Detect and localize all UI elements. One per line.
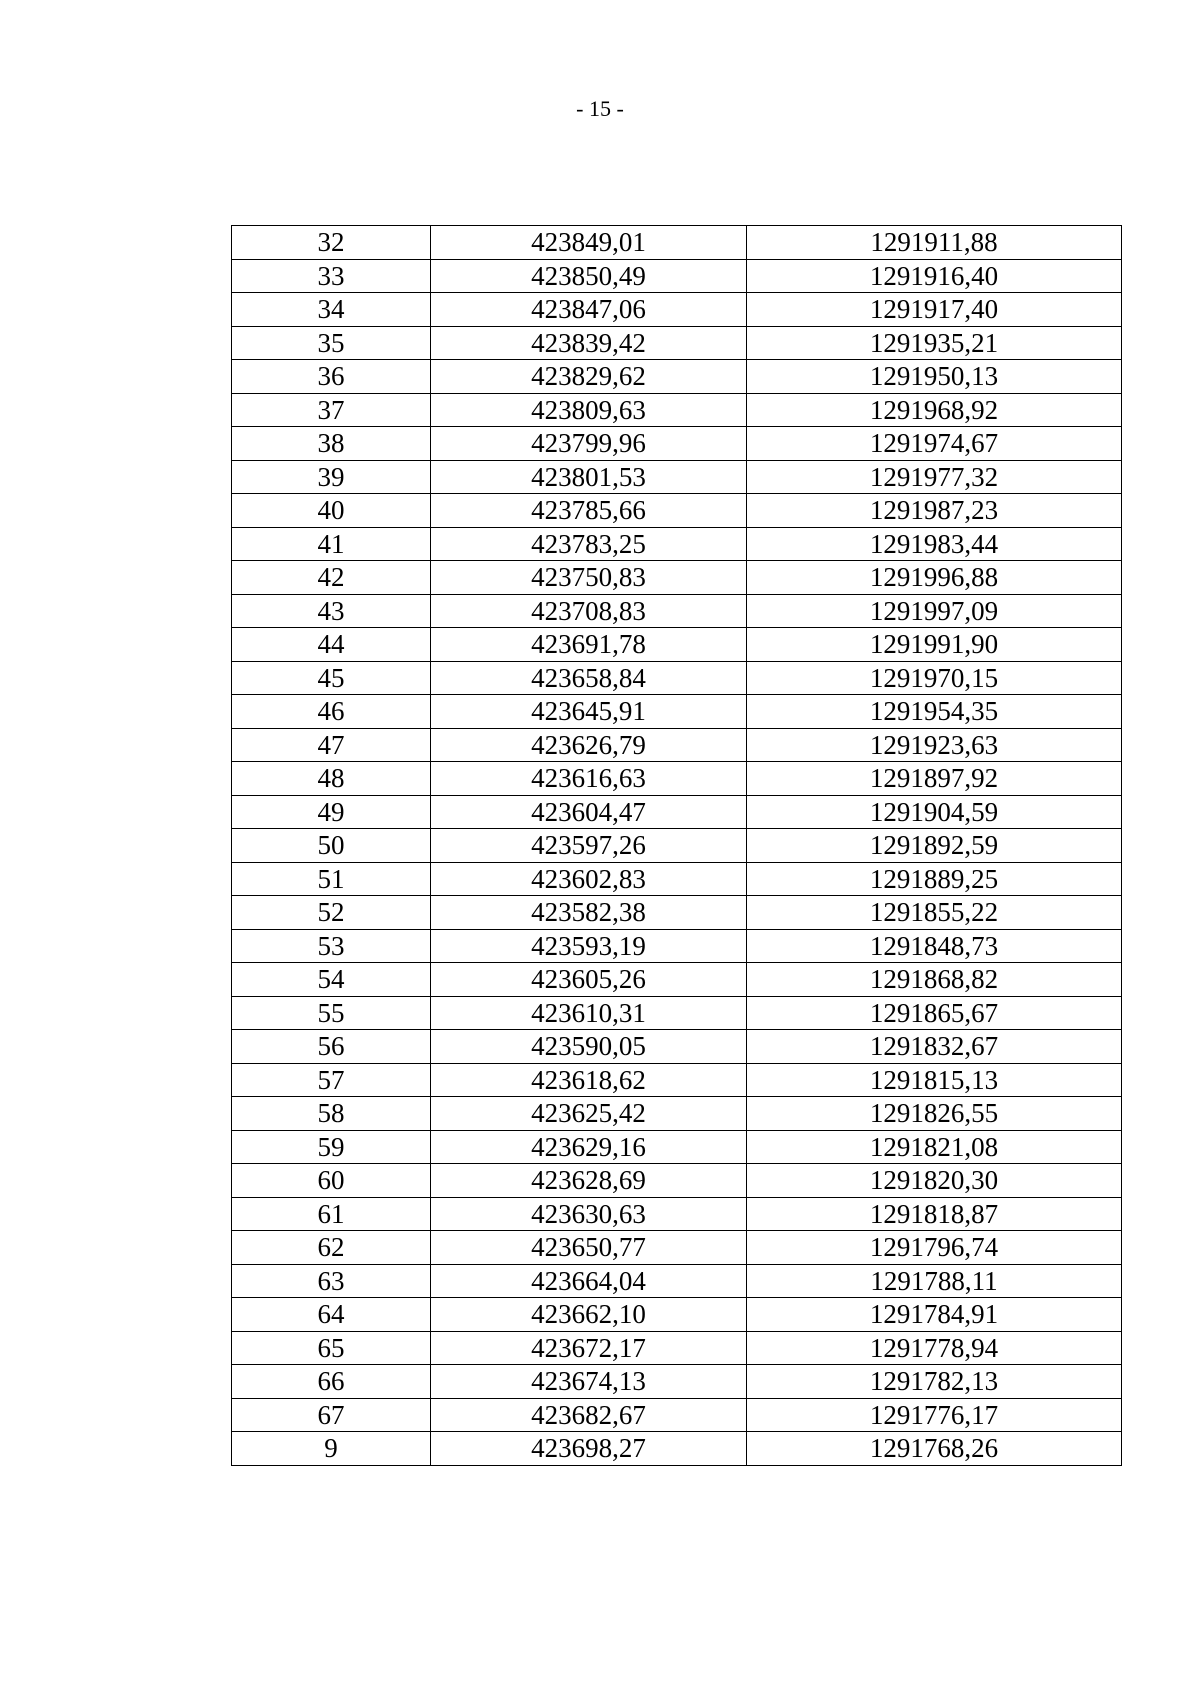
x-coordinate-cell: 423682,67	[431, 1398, 747, 1432]
y-coordinate-cell: 1291991,90	[747, 628, 1122, 662]
point-number-cell: 37	[232, 393, 431, 427]
y-coordinate-cell: 1291997,09	[747, 594, 1122, 628]
x-coordinate-cell: 423829,62	[431, 360, 747, 394]
y-coordinate-cell: 1291970,15	[747, 661, 1122, 695]
point-number-cell: 32	[232, 226, 431, 260]
y-coordinate-cell: 1291865,67	[747, 996, 1122, 1030]
point-number-cell: 47	[232, 728, 431, 762]
x-coordinate-cell: 423582,38	[431, 896, 747, 930]
y-coordinate-cell: 1291768,26	[747, 1432, 1122, 1466]
y-coordinate-cell: 1291868,82	[747, 963, 1122, 997]
x-coordinate-cell: 423849,01	[431, 226, 747, 260]
x-coordinate-cell: 423597,26	[431, 829, 747, 863]
y-coordinate-cell: 1291855,22	[747, 896, 1122, 930]
y-coordinate-cell: 1291796,74	[747, 1231, 1122, 1265]
x-coordinate-cell: 423839,42	[431, 326, 747, 360]
table-row	[232, 1331, 1122, 1365]
table-row	[232, 862, 1122, 896]
point-number-cell: 51	[232, 862, 431, 896]
y-coordinate-cell: 1291983,44	[747, 527, 1122, 561]
y-coordinate-cell: 1291968,92	[747, 393, 1122, 427]
point-number-cell: 48	[232, 762, 431, 796]
y-coordinate-cell: 1291923,63	[747, 728, 1122, 762]
table-row	[232, 896, 1122, 930]
y-coordinate-cell: 1291821,08	[747, 1130, 1122, 1164]
y-coordinate-cell: 1291935,21	[747, 326, 1122, 360]
y-coordinate-cell: 1291897,92	[747, 762, 1122, 796]
table-row	[232, 427, 1122, 461]
point-number-cell: 42	[232, 561, 431, 595]
table-row	[232, 628, 1122, 662]
x-coordinate-cell: 423593,19	[431, 929, 747, 963]
table-row	[232, 661, 1122, 695]
point-number-cell: 38	[232, 427, 431, 461]
table-row	[232, 795, 1122, 829]
point-number-cell: 58	[232, 1097, 431, 1131]
point-number-cell: 57	[232, 1063, 431, 1097]
table-row	[232, 1063, 1122, 1097]
x-coordinate-cell: 423847,06	[431, 293, 747, 327]
point-number-cell: 44	[232, 628, 431, 662]
y-coordinate-cell: 1291904,59	[747, 795, 1122, 829]
y-coordinate-cell: 1291889,25	[747, 862, 1122, 896]
table-row	[232, 1097, 1122, 1131]
point-number-cell: 55	[232, 996, 431, 1030]
table-row	[232, 829, 1122, 863]
x-coordinate-cell: 423650,77	[431, 1231, 747, 1265]
y-coordinate-cell: 1291917,40	[747, 293, 1122, 327]
table-row	[232, 561, 1122, 595]
x-coordinate-cell: 423626,79	[431, 728, 747, 762]
table-row	[232, 226, 1122, 260]
x-coordinate-cell: 423625,42	[431, 1097, 747, 1131]
table-row	[232, 1298, 1122, 1332]
y-coordinate-cell: 1291916,40	[747, 259, 1122, 293]
point-number-cell: 33	[232, 259, 431, 293]
y-coordinate-cell: 1291892,59	[747, 829, 1122, 863]
point-number-cell: 36	[232, 360, 431, 394]
y-coordinate-cell: 1291848,73	[747, 929, 1122, 963]
x-coordinate-cell: 423630,63	[431, 1197, 747, 1231]
x-coordinate-cell: 423602,83	[431, 862, 747, 896]
table-row	[232, 1164, 1122, 1198]
point-number-cell: 65	[232, 1331, 431, 1365]
point-number-cell: 46	[232, 695, 431, 729]
point-number-cell: 41	[232, 527, 431, 561]
y-coordinate-cell: 1291954,35	[747, 695, 1122, 729]
point-number-cell: 49	[232, 795, 431, 829]
x-coordinate-cell: 423801,53	[431, 460, 747, 494]
table-row	[232, 695, 1122, 729]
y-coordinate-cell: 1291996,88	[747, 561, 1122, 595]
point-number-cell: 39	[232, 460, 431, 494]
point-number-cell: 40	[232, 494, 431, 528]
point-number-cell: 63	[232, 1264, 431, 1298]
point-number-cell: 61	[232, 1197, 431, 1231]
table-row	[232, 1365, 1122, 1399]
point-number-cell: 54	[232, 963, 431, 997]
coordinates-table	[231, 225, 1122, 1466]
y-coordinate-cell: 1291974,67	[747, 427, 1122, 461]
table-row	[232, 393, 1122, 427]
table-row	[232, 929, 1122, 963]
x-coordinate-cell: 423672,17	[431, 1331, 747, 1365]
table-row	[232, 259, 1122, 293]
point-number-cell: 67	[232, 1398, 431, 1432]
x-coordinate-cell: 423645,91	[431, 695, 747, 729]
x-coordinate-cell: 423691,78	[431, 628, 747, 662]
x-coordinate-cell: 423590,05	[431, 1030, 747, 1064]
table-row	[232, 360, 1122, 394]
x-coordinate-cell: 423628,69	[431, 1164, 747, 1198]
y-coordinate-cell: 1291778,94	[747, 1331, 1122, 1365]
point-number-cell: 53	[232, 929, 431, 963]
x-coordinate-cell: 423618,62	[431, 1063, 747, 1097]
x-coordinate-cell: 423658,84	[431, 661, 747, 695]
x-coordinate-cell: 423674,13	[431, 1365, 747, 1399]
x-coordinate-cell: 423850,49	[431, 259, 747, 293]
table-row	[232, 594, 1122, 628]
y-coordinate-cell: 1291911,88	[747, 226, 1122, 260]
table-row	[232, 527, 1122, 561]
table-row	[232, 1130, 1122, 1164]
point-number-cell: 45	[232, 661, 431, 695]
point-number-cell: 52	[232, 896, 431, 930]
point-number-cell: 34	[232, 293, 431, 327]
x-coordinate-cell: 423605,26	[431, 963, 747, 997]
point-number-cell: 60	[232, 1164, 431, 1198]
y-coordinate-cell: 1291818,87	[747, 1197, 1122, 1231]
table-row	[232, 762, 1122, 796]
y-coordinate-cell: 1291977,32	[747, 460, 1122, 494]
table-row	[232, 1030, 1122, 1064]
point-number-cell: 59	[232, 1130, 431, 1164]
point-number-cell: 66	[232, 1365, 431, 1399]
y-coordinate-cell: 1291788,11	[747, 1264, 1122, 1298]
y-coordinate-cell: 1291987,23	[747, 494, 1122, 528]
y-coordinate-cell: 1291776,17	[747, 1398, 1122, 1432]
x-coordinate-cell: 423604,47	[431, 795, 747, 829]
page-number: - 15 -	[576, 96, 624, 121]
x-coordinate-cell: 423629,16	[431, 1130, 747, 1164]
table-row	[232, 996, 1122, 1030]
table-row	[232, 1398, 1122, 1432]
x-coordinate-cell: 423610,31	[431, 996, 747, 1030]
x-coordinate-cell: 423750,83	[431, 561, 747, 595]
point-number-cell: 64	[232, 1298, 431, 1332]
table-row	[232, 1197, 1122, 1231]
point-number-cell: 9	[232, 1432, 431, 1466]
table-row	[232, 963, 1122, 997]
table-row	[232, 1231, 1122, 1265]
point-number-cell: 50	[232, 829, 431, 863]
y-coordinate-cell: 1291815,13	[747, 1063, 1122, 1097]
table-row	[232, 1264, 1122, 1298]
table-row	[232, 1432, 1122, 1466]
y-coordinate-cell: 1291950,13	[747, 360, 1122, 394]
x-coordinate-cell: 423708,83	[431, 594, 747, 628]
table-row	[232, 326, 1122, 360]
coordinates-table-body	[232, 226, 1122, 1466]
y-coordinate-cell: 1291826,55	[747, 1097, 1122, 1131]
table-row	[232, 728, 1122, 762]
table-row	[232, 460, 1122, 494]
point-number-cell: 43	[232, 594, 431, 628]
y-coordinate-cell: 1291820,30	[747, 1164, 1122, 1198]
table-row	[232, 494, 1122, 528]
x-coordinate-cell: 423616,63	[431, 762, 747, 796]
x-coordinate-cell: 423783,25	[431, 527, 747, 561]
point-number-cell: 56	[232, 1030, 431, 1064]
x-coordinate-cell: 423664,04	[431, 1264, 747, 1298]
x-coordinate-cell: 423785,66	[431, 494, 747, 528]
table-row	[232, 293, 1122, 327]
y-coordinate-cell: 1291832,67	[747, 1030, 1122, 1064]
point-number-cell: 62	[232, 1231, 431, 1265]
x-coordinate-cell: 423662,10	[431, 1298, 747, 1332]
x-coordinate-cell: 423809,63	[431, 393, 747, 427]
point-number-cell: 35	[232, 326, 431, 360]
x-coordinate-cell: 423799,96	[431, 427, 747, 461]
x-coordinate-cell: 423698,27	[431, 1432, 747, 1466]
y-coordinate-cell: 1291784,91	[747, 1298, 1122, 1332]
y-coordinate-cell: 1291782,13	[747, 1365, 1122, 1399]
